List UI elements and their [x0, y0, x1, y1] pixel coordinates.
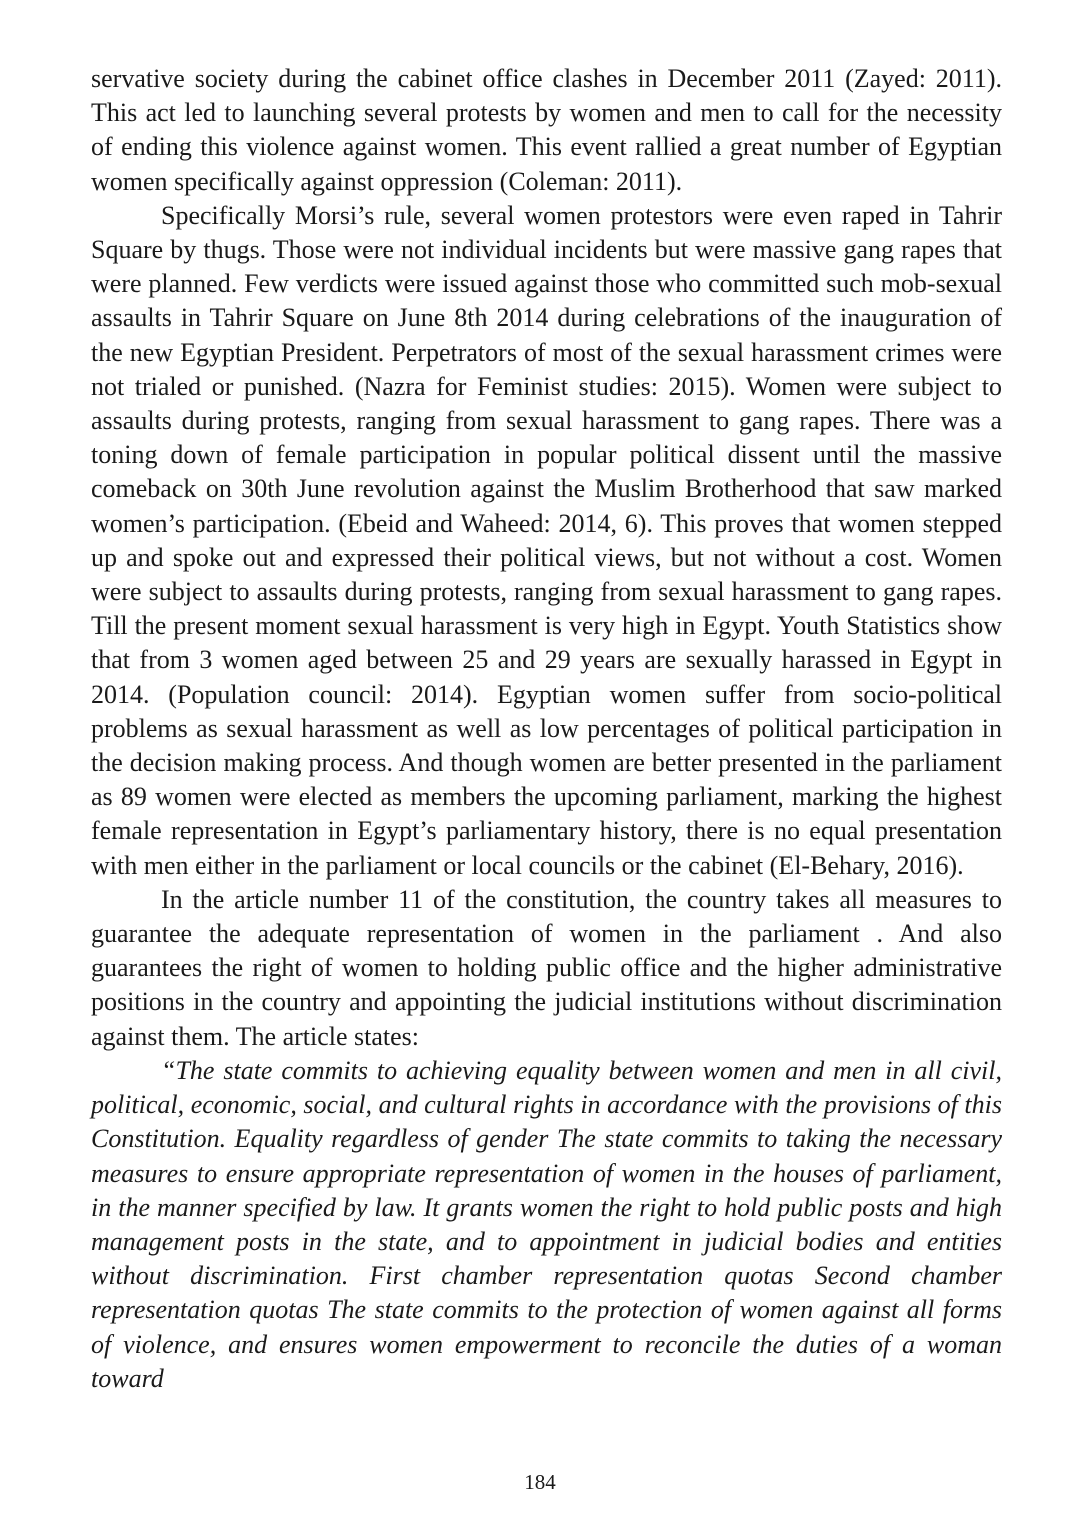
paragraph-continuation: servative society during the cabinet office clashes in December 2011 (Zayed: 2011). This act led to launching several protests by women and men to call for the necessity of ending this violence against women. This event rallied a great number of Egyptian women specifically against oppression (Coleman: 2011). [91, 64, 1002, 196]
page-body [91, 62, 1002, 1396]
constitution-quote: “The state commits to achieving equality between women and men in all civil, political, economic, social, and cultural rights in accordance with the provisions of this Constitution. Equality regardless of gender The state commits to taking the necessary measures to ensure appropriate representation of women in the houses of parliament, in the manner specified by law. It grants women the right to hold public posts and high management posts in the state, and to appointment in judicial bodies and entities without discrimination. First chamber representation quotas Second chamber representation quotas The state commits to the protection of women against all forms of violence, and ensures women empowerment to reconcile the duties of a woman toward [91, 1055, 1002, 1393]
paragraph-morsi-rule: Specifically Morsi’s rule, several women protestors were even raped in Tahrir Square by thugs. Those were not individual incidents but were massive gang rapes that were planned. Few verdicts were issued against those who committed such mob-sexual assaults in Tahrir Square on June 8th 2014 during celebrations of the inauguration of the new Egyptian President. Perpetrators of most of the sexual harassment crimes were not trialed or punished. (Nazra for Feminist studies: 2015). Women were subject to assaults during protests, ranging from sexual harassment to gang rapes. There was a toning down of female participation in popular political dissent until the massive comeback on 30th June revolution against the Muslim Brotherhood that saw marked women’s participation. (Ebeid and Waheed: 2014, 6). This proves that women stepped up and spoke out and expressed their political views, but not without a cost. Women were subject to assaults during protests, ranging from sexual harassment to gang rapes. Till the present moment sexual harassment is very high in Egypt. Youth Statistics show that from 3 women aged between 25 and 29 years are sexually harassed in Egypt in 2014. (Population council: 2014). Egyptian women suffer from socio-political problems as sexual harassment as well as low percentages of political participation in the decision making process. And though women are better presented in the parliament as 89 women were elected as members the upcoming parliament, marking the highest female representation in Egypt’s parliamentary history, there is no equal presentation with men either in the parliament or local councils or the cabinet (El-Behary, 2016). [91, 200, 1002, 880]
page-number: 184 [524, 1470, 556, 1494]
paragraph-article-11: In the article number 11 of the constitution, the country takes all measures to guarantee the adequate representation of women in the parliament . And also guarantees the right of women to holding public office and the higher administrative positions in the country and appointing the judicial institutions without discrimination against them. The article states: [91, 884, 1002, 1051]
